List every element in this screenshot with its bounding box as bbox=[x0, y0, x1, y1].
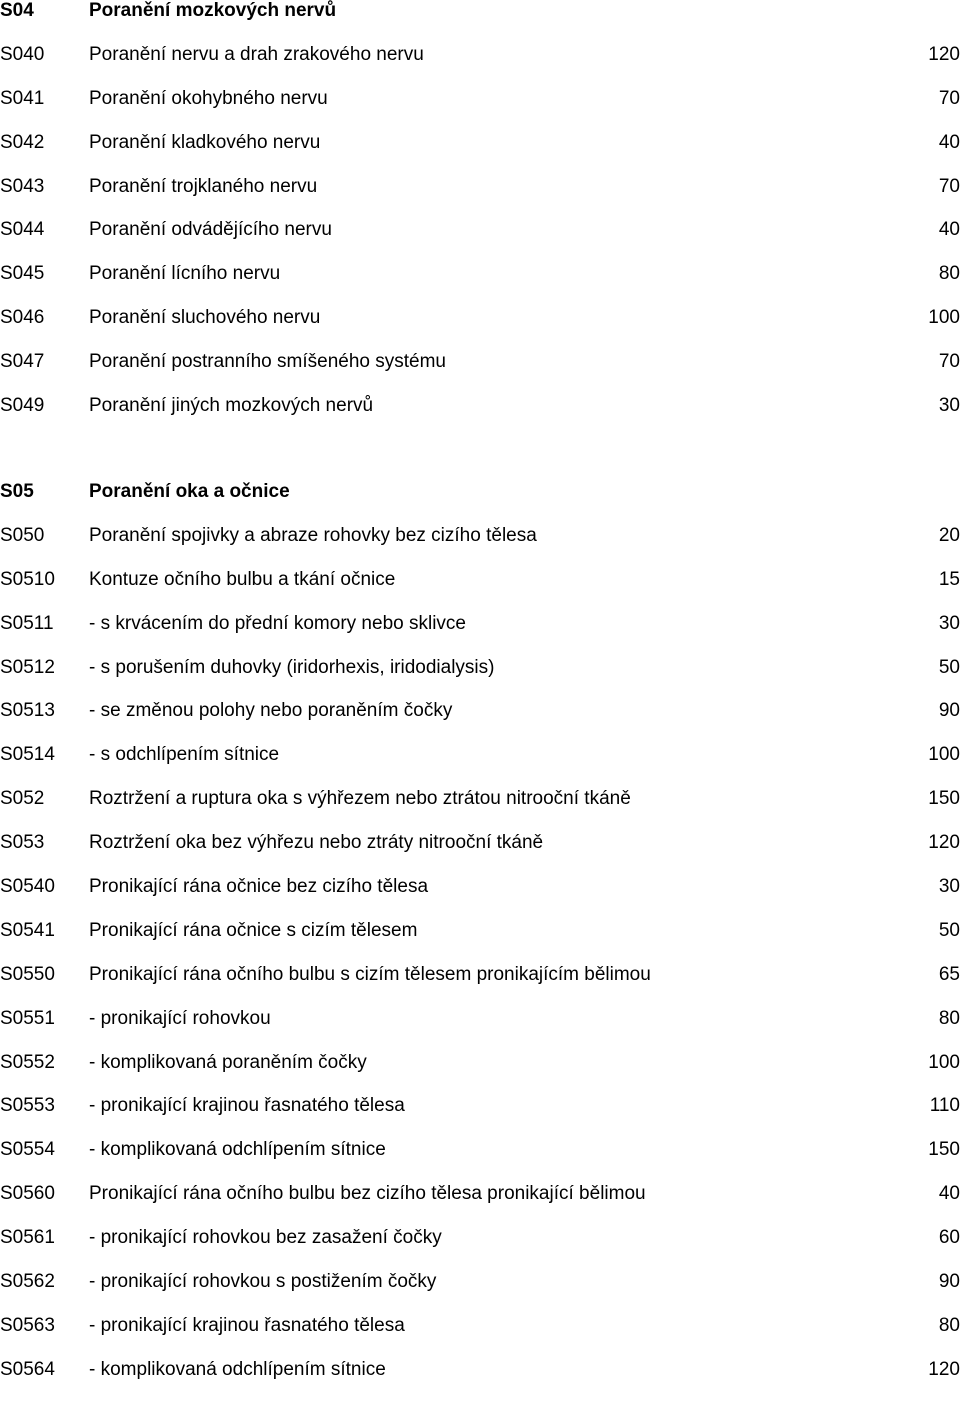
row-description: Poranění lícního nervu bbox=[89, 263, 281, 285]
row-code: S0513 bbox=[0, 700, 55, 722]
row-description: - pronikající rohovkou s postižením čočky bbox=[89, 1271, 437, 1293]
row-code: S0550 bbox=[0, 963, 55, 985]
row-code: S0564 bbox=[0, 1358, 55, 1380]
row-code: S0551 bbox=[0, 1007, 55, 1029]
row-code: S043 bbox=[0, 175, 45, 197]
row-value: 70 bbox=[938, 175, 960, 197]
row-code: S0510 bbox=[0, 568, 55, 590]
section-heading bbox=[0, 481, 960, 525]
table-row bbox=[0, 307, 960, 351]
row-code: S042 bbox=[0, 131, 45, 153]
row-value: 65 bbox=[938, 963, 960, 985]
row-code: S045 bbox=[0, 263, 45, 285]
row-description: Pronikající rána očního bulbu bez cizího tělesa pronikající bělimou bbox=[89, 1183, 646, 1205]
row-value: 40 bbox=[938, 219, 960, 241]
table-row bbox=[0, 788, 960, 832]
row-description: Kontuze očního bulbu a tkání očnice bbox=[89, 568, 396, 590]
row-value: 80 bbox=[938, 1314, 960, 1336]
row-code: S0511 bbox=[0, 612, 54, 634]
row-value: 40 bbox=[938, 131, 960, 153]
row-code: S0560 bbox=[0, 1183, 55, 1205]
table-row bbox=[0, 700, 960, 744]
table-row bbox=[0, 176, 960, 220]
row-value: 100 bbox=[928, 744, 960, 766]
row-description: - komplikovaná poraněním čočky bbox=[89, 1051, 367, 1073]
row-value: 120 bbox=[928, 1358, 960, 1380]
row-description: - s krvácením do přední komory nebo sklivce bbox=[89, 612, 466, 634]
row-value: 80 bbox=[938, 263, 960, 285]
row-code: S047 bbox=[0, 351, 45, 373]
row-value: 150 bbox=[928, 1139, 960, 1161]
row-value: 20 bbox=[938, 524, 960, 546]
section-s05 bbox=[0, 481, 960, 1403]
section-code: S05 bbox=[0, 481, 34, 502]
row-code: S046 bbox=[0, 307, 45, 329]
row-description: - pronikající rohovkou bbox=[89, 1007, 271, 1029]
row-description: - komplikovaná odchlípením sítnice bbox=[89, 1139, 386, 1161]
row-value: 70 bbox=[938, 87, 960, 109]
row-code: S0562 bbox=[0, 1271, 55, 1293]
row-code: S0563 bbox=[0, 1314, 55, 1336]
row-value: 100 bbox=[928, 1051, 960, 1073]
table-row bbox=[0, 88, 960, 132]
row-description: Pronikající rána očnice s cizím tělesem bbox=[89, 919, 418, 941]
table-row bbox=[0, 569, 960, 613]
row-code: S0552 bbox=[0, 1051, 55, 1073]
row-code: S0554 bbox=[0, 1139, 55, 1161]
table-row bbox=[0, 832, 960, 876]
row-code: S050 bbox=[0, 524, 45, 546]
row-value: 110 bbox=[929, 1095, 960, 1117]
row-description: Poranění kladkového nervu bbox=[89, 131, 321, 153]
table-row bbox=[0, 1183, 960, 1227]
row-description: Pronikající rána očnice bez cizího tělesa bbox=[89, 876, 429, 898]
row-code: S040 bbox=[0, 43, 45, 65]
row-value: 80 bbox=[938, 1007, 960, 1029]
row-description: - se změnou polohy nebo poraněním čočky bbox=[89, 700, 453, 722]
row-value: 30 bbox=[938, 612, 960, 634]
section-code: S04 bbox=[0, 0, 34, 21]
row-value: 70 bbox=[938, 351, 960, 373]
table-row bbox=[0, 1052, 960, 1096]
row-description: Pronikající rána očního bulbu s cizím tělesem pronikajícím bělimou bbox=[89, 963, 651, 985]
row-value: 90 bbox=[938, 1271, 960, 1293]
row-code: S053 bbox=[0, 832, 45, 854]
row-description: - pronikající krajinou řasnatého tělesa bbox=[89, 1314, 405, 1336]
row-code: S0512 bbox=[0, 656, 55, 678]
table-row bbox=[0, 920, 960, 964]
table-row bbox=[0, 351, 960, 395]
row-value: 60 bbox=[938, 1227, 960, 1249]
row-value: 30 bbox=[938, 395, 960, 417]
section-heading bbox=[0, 0, 960, 44]
row-description: - s odchlípením sítnice bbox=[89, 744, 280, 766]
section-title: Poranění mozkových nervů bbox=[89, 0, 337, 21]
table-row bbox=[0, 525, 960, 569]
row-code: S041 bbox=[0, 87, 45, 109]
table-row bbox=[0, 1271, 960, 1315]
row-description: - komplikovaná odchlípením sítnice bbox=[89, 1358, 386, 1380]
table-row bbox=[0, 744, 960, 788]
table-row bbox=[0, 613, 960, 657]
table-row bbox=[0, 1315, 960, 1359]
table-row bbox=[0, 395, 960, 439]
row-code: S0553 bbox=[0, 1095, 55, 1117]
row-code: S052 bbox=[0, 788, 45, 810]
row-value: 50 bbox=[938, 656, 960, 678]
row-value: 150 bbox=[928, 788, 960, 810]
table-row bbox=[0, 219, 960, 263]
row-code: S049 bbox=[0, 395, 45, 417]
row-code: S0540 bbox=[0, 876, 55, 898]
row-description: - s porušením duhovky (iridorhexis, iridodialysis) bbox=[89, 656, 495, 678]
row-value: 90 bbox=[938, 700, 960, 722]
row-code: S0514 bbox=[0, 744, 55, 766]
row-description: Poranění jiných mozkových nervů bbox=[89, 395, 374, 417]
row-description: Poranění okohybného nervu bbox=[89, 87, 328, 109]
row-description: Roztržení oka bez výhřezu nebo ztráty nitrooční tkáně bbox=[89, 832, 544, 854]
table-row bbox=[0, 1139, 960, 1183]
row-description: Poranění postranního smíšeného systému bbox=[89, 351, 446, 373]
table-row bbox=[0, 657, 960, 701]
row-description: Poranění odvádějícího nervu bbox=[89, 219, 332, 241]
row-value: 30 bbox=[938, 876, 960, 898]
row-description: Poranění nervu a drah zrakového nervu bbox=[89, 43, 424, 65]
row-value: 120 bbox=[928, 43, 960, 65]
row-code: S0541 bbox=[0, 919, 55, 941]
table-row bbox=[0, 876, 960, 920]
section-title: Poranění oka a očnice bbox=[89, 481, 290, 502]
row-value: 40 bbox=[938, 1183, 960, 1205]
row-code: S044 bbox=[0, 219, 45, 241]
row-description: - pronikající rohovkou bez zasažení čočky bbox=[89, 1227, 442, 1249]
table-row bbox=[0, 132, 960, 176]
table-row bbox=[0, 1227, 960, 1271]
section-s04 bbox=[0, 0, 960, 439]
table-row bbox=[0, 1008, 960, 1052]
row-description: Roztržení a ruptura oka s výhřezem nebo ztrátou nitrooční tkáně bbox=[89, 788, 631, 810]
row-value: 120 bbox=[928, 832, 960, 854]
row-value: 15 bbox=[938, 568, 960, 590]
table-row bbox=[0, 44, 960, 88]
row-description: Poranění sluchového nervu bbox=[89, 307, 321, 329]
row-code: S0561 bbox=[0, 1227, 55, 1249]
table-row bbox=[0, 1095, 960, 1139]
table-row bbox=[0, 263, 960, 307]
row-description: - pronikající krajinou řasnatého tělesa bbox=[89, 1095, 405, 1117]
row-description: Poranění trojklaného nervu bbox=[89, 175, 318, 197]
row-value: 50 bbox=[938, 919, 960, 941]
row-value: 100 bbox=[928, 307, 960, 329]
table-row bbox=[0, 1359, 960, 1403]
row-description: Poranění spojivky a abraze rohovky bez cizího tělesa bbox=[89, 524, 537, 546]
table-row bbox=[0, 964, 960, 1008]
